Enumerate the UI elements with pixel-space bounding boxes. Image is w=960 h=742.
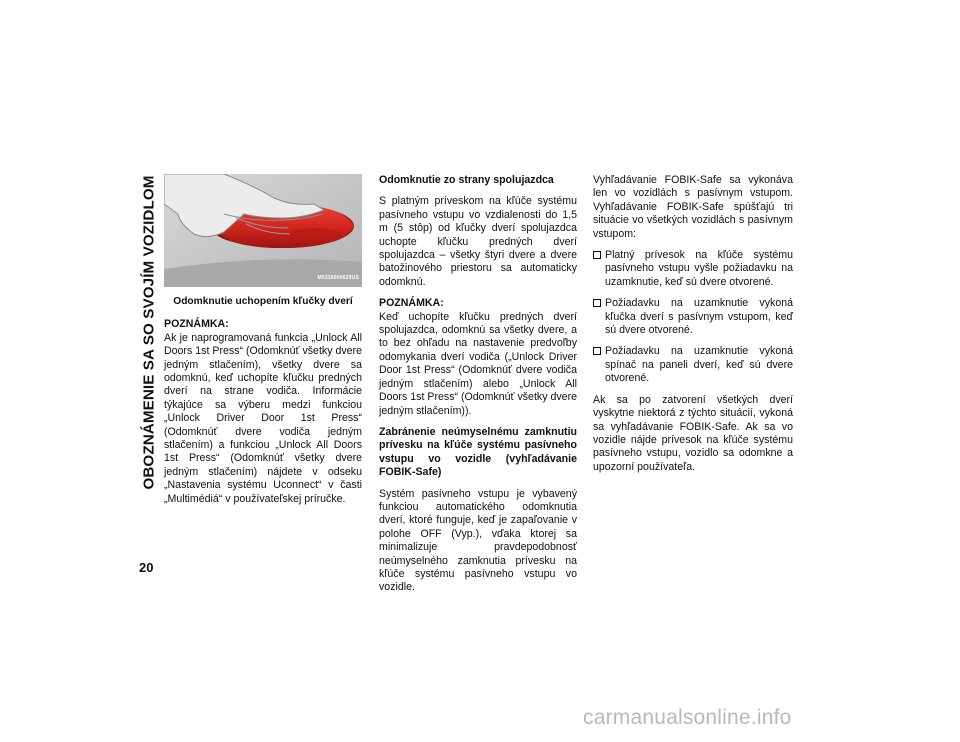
watermark: carmanualsonline.info [583,706,792,729]
side-chapter-title [138,174,160,491]
note-text: Ak je naprogramovaná funkcia „Unlock All Doors 1st Press“ (Odomknúť všetky dvere jedným stlačením), všetky dvere sa odomknú, keď uchopíte kľučku predných dverí na strane vodiča. Informácie týkajúce sa výberu medzi funkciou „Unlock Driver Door 1st Press“ (Odomknúť dvere vodiča jedným stlačením) a funkciou „Unlock All Doors 1st Press“ (Odomknúť všetky dvere jedným stlačením) nájdete v odseku „Nastavenia systému Uconnect“ v časti „Multimédiá“ v používateľskej príručke. [164,331,362,505]
figure-caption: Odomknutie uchopením kľučky dverí [173,296,353,307]
body-paragraph: Ak sa po zatvorení všetkých dverí vyskytne niektorá z týchto situácií, vykoná sa vyhľadávanie FOBIK-Safe. Ak sa vo vozidle nájde prívesok na kľúče systému pasívneho vstupu, vozidlo sa odomkne a upozorní používateľa. [593,393,793,473]
door-handle-illustration [164,174,362,287]
list-item [593,297,793,337]
side-chapter-title-text: OBOZNÁMENIE SA SO SVOJÍM VOZIDLOM [140,175,158,490]
figure-code: M0316000629US [317,274,359,281]
note-label: POZNÁMKA: [379,297,444,310]
body-paragraph: Vyhľadávanie FOBIK-Safe sa vykonáva len vo vozidlách s pasívnym vstupom. Vyhľadávanie FOBIK-Safe spúšťajú tri situácie vo všetkých vozidlách s pasívnym vstupom: [593,174,793,240]
column-3 [593,174,793,482]
note-paragraph [379,297,577,418]
column-2 [379,174,577,603]
column-1 [164,174,362,514]
list-item [593,345,793,385]
note-label: POZNÁMKA: [164,318,229,331]
list-item [593,249,793,289]
checkbox-bullet-icon [593,251,601,259]
section-heading: Zabránenie neúmyselnému zamknutiu prívesku na kľúče systému pasívneho vstupu vo vozidle (vyhľadávanie FOBIK-Safe) [379,425,577,479]
list-item-text: Platný prívesok na kľúče systému pasívneho vstupu vyšle požiadavku na uzamknutie, keď sú dvere otvorené. [605,249,793,288]
situation-list [593,249,793,386]
hand-on-handle-icon [164,174,362,287]
body-paragraph: S platným príveskom na kľúče systému pasívneho vstupu vo vzdialenosti do 1,5 m (5 stôp) od kľučky dverí spolujazdca uchopte kľučku predných dverí spolujazdca – všetky štyri dvere a dvere batožinového priestoru sa automaticky odomknú. [379,195,577,288]
page-number: 20 [139,560,154,575]
note-text: Keď uchopíte kľučku predných dverí spolujazdca, odomknú sa všetky dvere, a to bez ohľadu na nastavenie predvoľby odomykania dverí vodiča („Unlock Driver Door 1st Press“ (Odomknúť dvere vodiča jedným stlačením) alebo „Unlock All Doors 1st Press“ (Odomknúť všetky dvere jedným stlačením)). [379,310,577,417]
list-item-text: Požiadavku na uzamknutie vykoná kľučka dverí s pasívnym vstupom, keď sú dvere otvorené. [605,297,793,337]
list-item-text: Požiadavku na uzamknutie vykoná spínač na paneli dverí, keď sú dvere otvorené. [605,345,793,385]
body-paragraph: Systém pasívneho vstupu je vybavený funkciou automatického odomknutia dverí, ktoré funguje, keď je zapaľovanie v polohe OFF (Vyp.), vďaka ktorej sa minimalizuje pravdepodobnosť neúmyselného zamknutia prívesku na kľúče systému pasívneho vstupu vo vozidle. [379,487,577,594]
section-heading: Odomknutie zo strany spolujazdca [379,174,554,186]
checkbox-bullet-icon [593,347,601,355]
checkbox-bullet-icon [593,299,601,307]
note-paragraph [164,318,362,506]
